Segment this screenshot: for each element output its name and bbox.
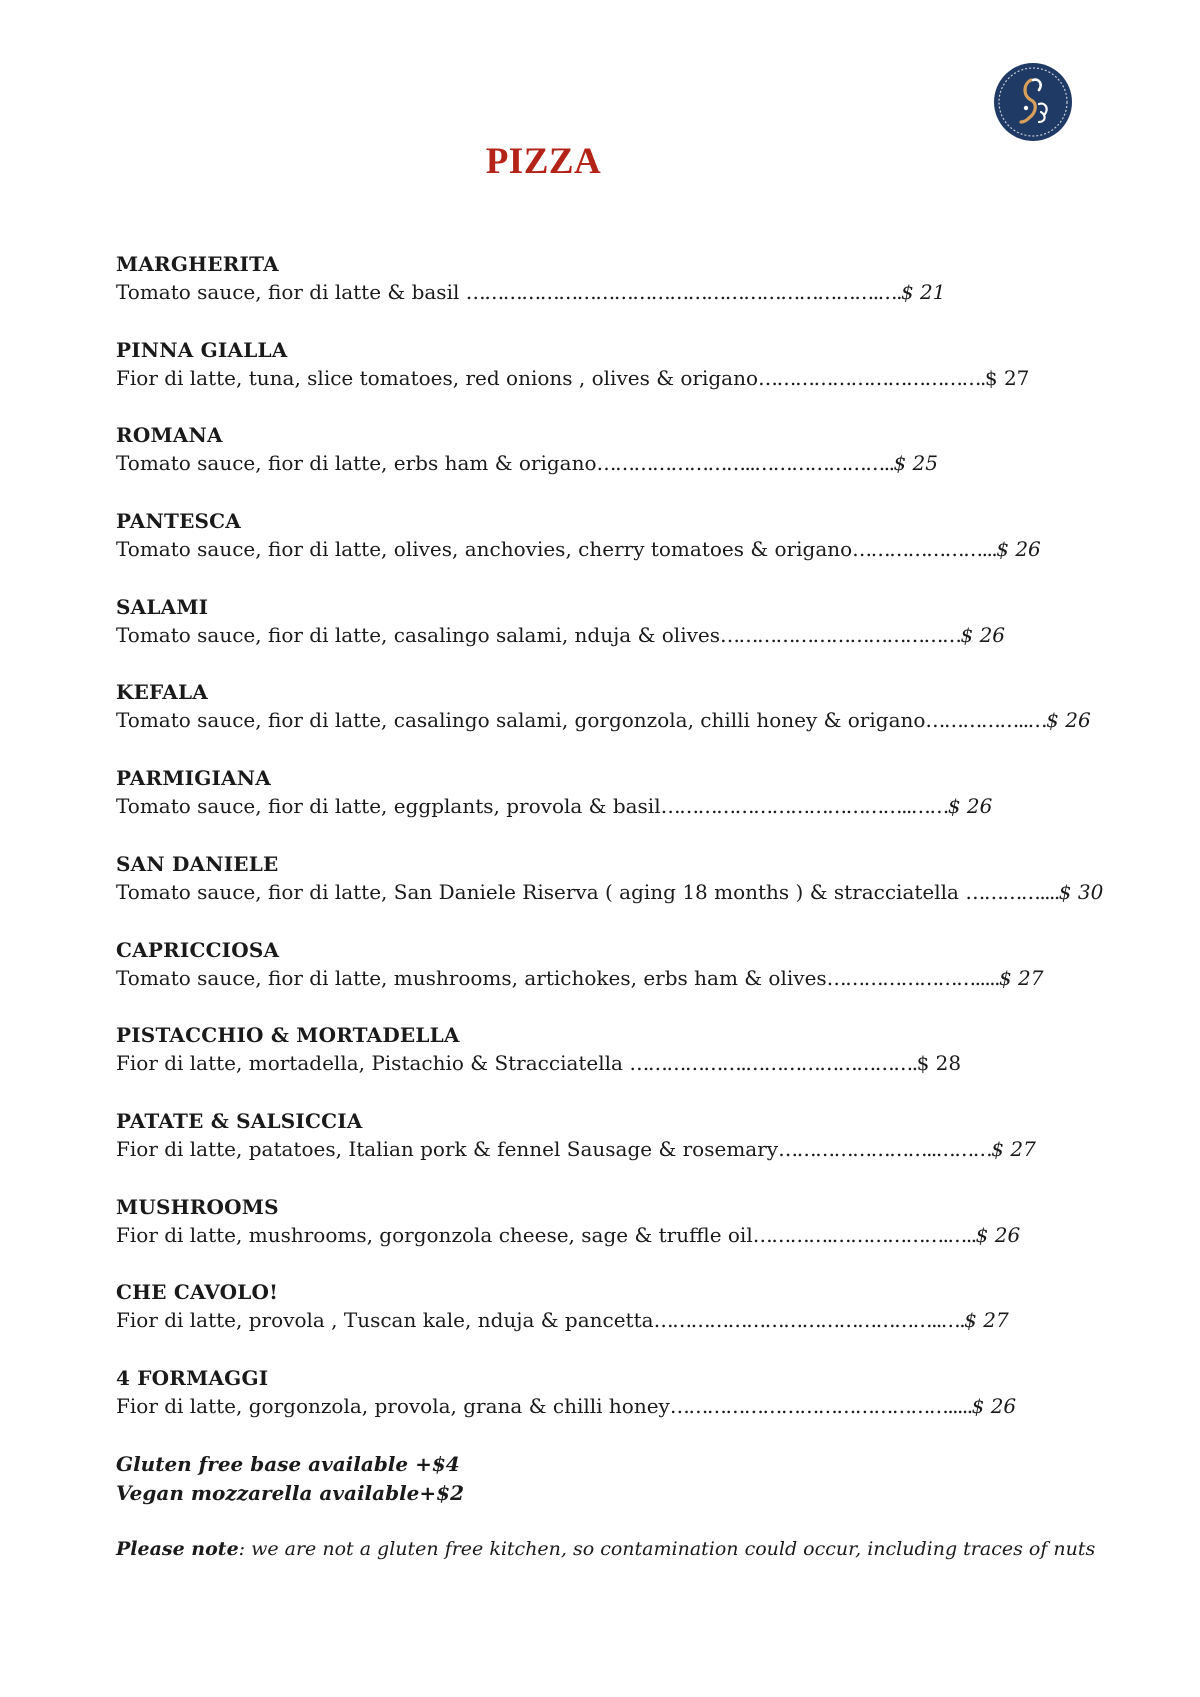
menu-item-price: $ 26 (971, 1393, 1017, 1418)
menu-item-description: Tomato sauce, fior di latte, casalingo salami, gorgonzola, chilli honey & origano (116, 708, 926, 733)
menu-item-price: $ 30 (1058, 879, 1104, 904)
menu-item-price: $ 27 (991, 1136, 1036, 1161)
pizza-menu-list (116, 250, 1116, 1450)
menu-item-description-line (116, 706, 1116, 734)
menu-item-price: $ 26 (996, 537, 1041, 562)
menu-item-description: Tomato sauce, fior di latte, olives, anchovies, cherry tomatoes & origano (116, 537, 853, 562)
menu-item-name: PISTACCHIO & MORTADELLA (116, 1023, 460, 1048)
menu-item (116, 1278, 1116, 1364)
menu-item (116, 1193, 1116, 1279)
menu-item-description-line (116, 535, 1116, 563)
menu-item-leader-dots: ………….……………….….. (752, 1222, 976, 1247)
menu-item (116, 678, 1116, 764)
menu-item (116, 764, 1116, 850)
menu-item-leader-dots: ………………………………. (758, 365, 985, 390)
menu-item-description: Tomato sauce, fior di latte, eggplants, provola & basil (116, 794, 661, 819)
menu-item-description: Tomato sauce, fior di latte, mushrooms, artichokes, erbs ham & olives (116, 965, 827, 990)
menu-item-leader-dots: ……………………..……… (778, 1136, 992, 1161)
menu-item-leader-dots: …………………………………..…… (660, 794, 948, 819)
menu-options (116, 1450, 464, 1508)
menu-item-leader-dots: ……………………..... (826, 965, 999, 990)
menu-item-price: $ 21 (900, 280, 946, 304)
page-title: PIZZA (485, 141, 602, 182)
menu-item-leader-dots: ……………………..………………….. (596, 451, 894, 476)
menu-item-description: Tomato sauce, fior di latte & basil (116, 280, 466, 304)
menu-item-leader-dots: …………………... (852, 537, 997, 562)
menu-item-leader-dots: ………….... (965, 879, 1059, 904)
menu-item-description: Tomato sauce, fior di latte, San Daniele Riserva ( aging 18 months ) & stracciatella (116, 879, 966, 904)
menu-item-description-line (116, 1306, 1116, 1334)
menu-item (116, 850, 1116, 936)
menu-item-description-line (116, 621, 1116, 649)
note-text: : we are not a gluten free kitchen, so contamination could occur, including traces of nuts (238, 1538, 1096, 1560)
menu-item (116, 421, 1116, 507)
menu-item-description-line (116, 792, 1116, 820)
menu-item-price: $ 27 (998, 965, 1044, 990)
menu-item-price: $ 28 (916, 1051, 962, 1076)
menu-item-price: $ 27 (984, 365, 1030, 390)
menu-item (116, 336, 1116, 422)
menu-item-name: KEFALA (116, 680, 208, 705)
menu-item (116, 507, 1116, 593)
menu-item-name: CHE CAVOLO! (116, 1280, 279, 1305)
note-label: Please note (116, 1538, 239, 1560)
menu-item-description: Fior di latte, mortadella, Pistachio & Stracciatella (116, 1051, 630, 1076)
menu-item-description: Tomato sauce, fior di latte, casalingo salami, nduja & olives (116, 622, 720, 647)
menu-item-name: PANTESCA (116, 509, 241, 534)
menu-item (116, 1021, 1116, 1107)
menu-item-description: Fior di latte, gorgonzola, provola, grana & chilli honey (116, 1393, 670, 1418)
menu-item-price: $ 25 (893, 451, 938, 476)
menu-item-description-line (116, 964, 1116, 992)
menu-item (116, 936, 1116, 1022)
menu-item-description-line (116, 1049, 1116, 1077)
menu-item-name: PINNA GIALLA (116, 337, 288, 362)
menu-item-description-line (116, 449, 1116, 477)
menu-item-leader-dots: ……………….………………………. (629, 1051, 917, 1076)
menu-item-name: 4 FORMAGGI (116, 1365, 269, 1390)
menu-item-description-line (116, 878, 1116, 906)
menu-item-description: Fior di latte, provola , Tuscan kale, nduja & pancetta (116, 1308, 654, 1333)
menu-item-description-line (116, 1392, 1116, 1420)
menu-item (116, 250, 1116, 336)
menu-item (116, 593, 1116, 679)
menu-item-name: SALAMI (116, 594, 209, 619)
menu-item-name: PARMIGIANA (116, 766, 271, 791)
menu-item-name: ROMANA (116, 423, 223, 448)
allergy-note (116, 1535, 1106, 1564)
menu-item (116, 1364, 1116, 1450)
menu-item-description-line (116, 1135, 1116, 1163)
menu-item-price: $ 26 (960, 622, 1006, 647)
menu-item-description-line (116, 364, 1116, 392)
menu-item-name: CAPRICCIOSA (116, 937, 280, 962)
menu-item-price: $ 26 (947, 794, 993, 819)
menu-item-leader-dots: ………………………………… (719, 622, 961, 647)
menu-item-name: PATATE & SALSICCIA (116, 1108, 363, 1133)
menu-item-name: MUSHROOMS (116, 1194, 279, 1219)
menu-item-price: $ 26 (1046, 708, 1091, 733)
menu-item-description-line (116, 1221, 1116, 1249)
menu-item-leader-dots: ……………..… (925, 708, 1047, 733)
menu-item-name: SAN DANIELE (116, 851, 279, 876)
menu-item-leader-dots: ………………………………………………………….…. (465, 280, 901, 304)
menu-item (116, 1107, 1116, 1193)
menu-item-description-line (116, 278, 1116, 306)
menu-item-description: Fior di latte, tuna, slice tomatoes, red onions , olives & origano (116, 365, 759, 390)
menu-item-description: Tomato sauce, fior di latte, erbs ham & origano (116, 451, 597, 476)
gluten-free-option: Gluten free base available +$4 (116, 1452, 460, 1476)
menu-item-leader-dots: ………………………………………..…. (653, 1308, 965, 1333)
menu-item-description: Fior di latte, patatoes, Italian pork & fennel Sausage & rosemary (116, 1136, 779, 1161)
menu-item-price: $ 27 (964, 1308, 1009, 1333)
restaurant-logo-icon (993, 62, 1073, 142)
menu-item-price: $ 26 (975, 1222, 1021, 1247)
menu-item-name: MARGHERITA (116, 252, 279, 276)
menu-item-leader-dots: ………………………………………..... (669, 1393, 972, 1418)
menu-item-description: Fior di latte, mushrooms, gorgonzola cheese, sage & truffle oil (116, 1222, 753, 1247)
vegan-mozzarella-option: Vegan mozzarella available+$2 (116, 1481, 464, 1505)
